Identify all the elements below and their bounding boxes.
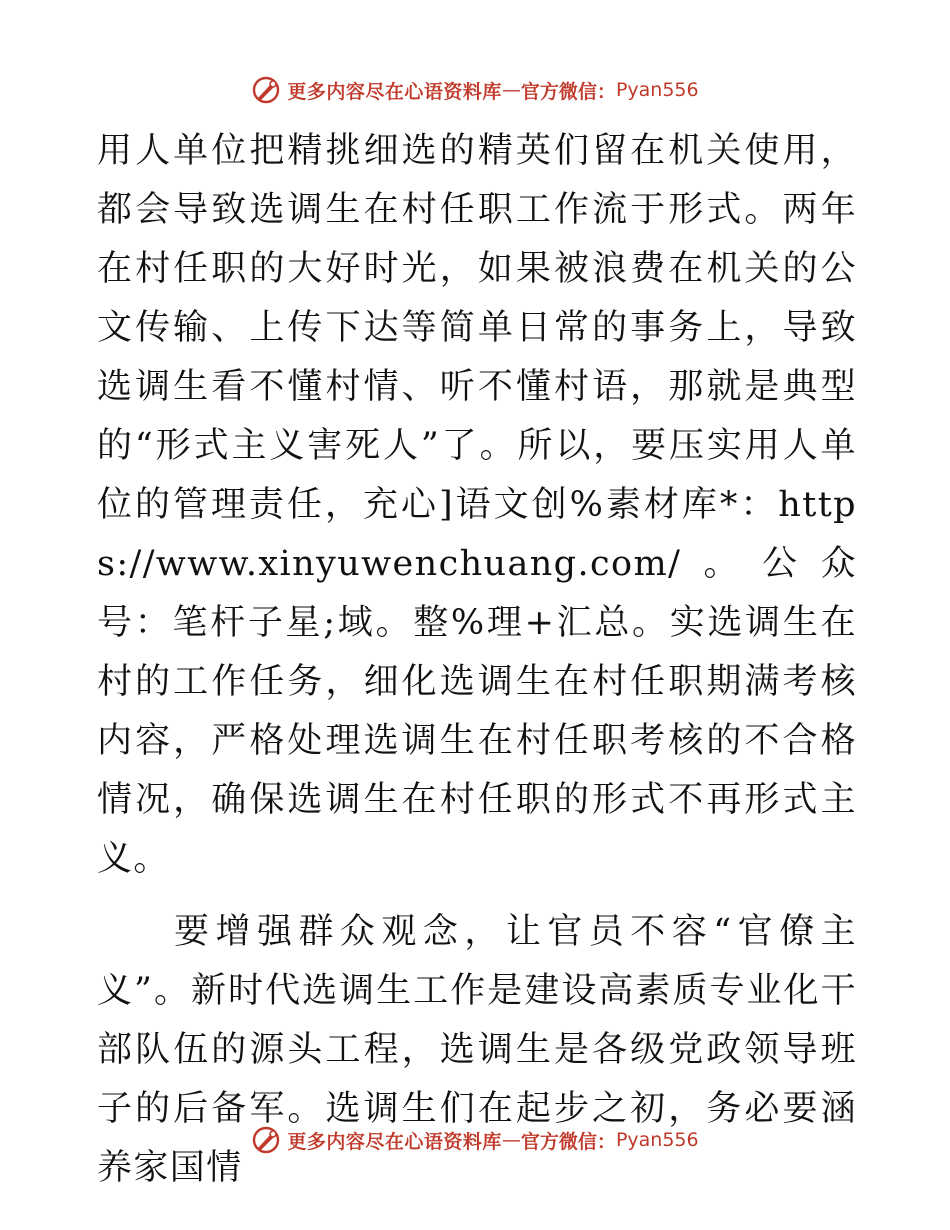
paragraph-1: 用人单位把精挑细选的精英们留在机关使用，都会导致选调生在村任职工作流于形式。两年在村任职的大好时光，如果被浪费在机关的公文传输、上传下达等简单日常的事务上，导致选调生看不懂村情、听不懂村语，那就是典型的“形式主义害死人”了。所以，要压实用人单位的管理责任，充心]语文创%素材库*：https://www.xinyuwenchuang.com/。公众号：笔杆子星;域。整%理+汇总。实选调生在村的工作任务，细化选调生在村任职期满考核内容，严格处理选调生在村任职考核的不合格情况，确保选调生在村任职的形式不再形式主义。	[97, 131, 857, 879]
footer-banner	[0, 1122, 950, 1158]
paragraph-2: 要增强群众观念，让官员不容“官僚主义”。新时代选调生工作是建设高素质专业化干部队伍的源头工程，选调生是各级党政领导班子的后备军。选调生们在起步之初，务必要涵养家国情	[97, 912, 857, 1188]
header-brand-text: 更多内容尽在心语资料库	[287, 80, 502, 103]
document-body	[97, 122, 857, 1198]
header-separator: —	[501, 79, 521, 101]
brand-pen-icon	[251, 1125, 281, 1155]
header-banner	[0, 72, 950, 108]
footer-wechat-label: 官方微信：	[520, 1130, 616, 1153]
header-wechat-label: 官方微信：	[520, 80, 616, 103]
brand-pen-icon	[251, 75, 281, 105]
footer-wechat-id: Pyan556	[615, 1129, 699, 1151]
footer-separator: —	[501, 1129, 521, 1151]
footer-brand-text: 更多内容尽在心语资料库	[287, 1130, 502, 1153]
header-wechat-id: Pyan556	[615, 79, 699, 101]
